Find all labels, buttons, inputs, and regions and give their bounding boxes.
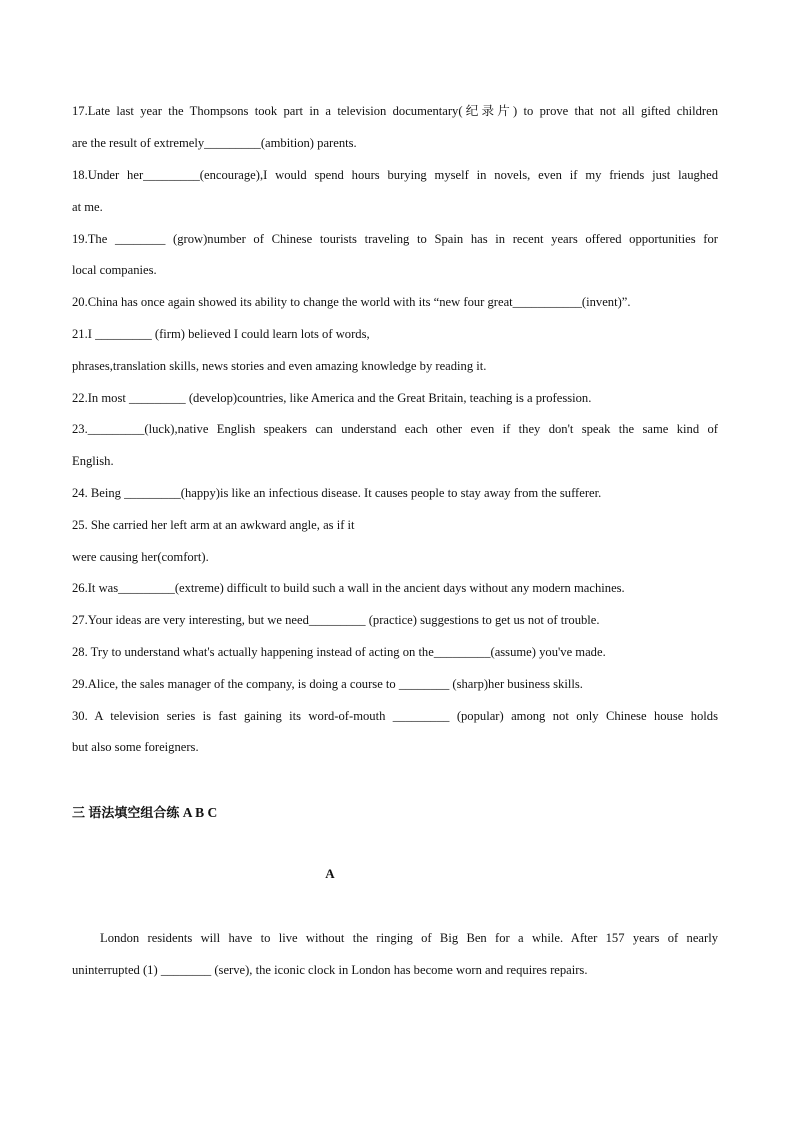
- exercise-30-line-1: 30. A television series is fast gaining its word-of-mouth _________ (popular) among not only Chinese house holds: [72, 709, 718, 723]
- exercise-25-line-2: were causing her(comfort).: [72, 550, 209, 564]
- section-title: 语法填空组合练: [88, 806, 180, 821]
- exercise-22-line-1: 22.In most _________ (develop)countries, like America and the Great Britain, teaching is a profession.: [72, 391, 592, 405]
- section-number: 三: [72, 806, 86, 821]
- passage-line-1: London residents will have to live without the ringing of Big Ben for a while. After 157 years of nearly: [100, 931, 718, 945]
- exercise-21-line-1: 21.I _________ (firm) believed I could learn lots of words,: [72, 327, 370, 341]
- exercise-18-line-1: 18.Under her_________(encourage),I would spend hours burying myself in novels, even if my friends just laughed: [72, 168, 718, 182]
- section-heading: [72, 802, 217, 821]
- exercise-23-line-1: 23._________(luck),native English speakers can understand each other even if they don't speak the same kind of: [72, 422, 718, 436]
- exercise-17-line-2: are the result of extremely_________(ambition) parents.: [72, 136, 357, 150]
- exercise-19-line-1: 19.The ________ (grow)number of Chinese tourists traveling to Spain has in recent years offered opportunities for: [72, 232, 718, 246]
- passage-label: A: [325, 866, 335, 881]
- exercise-26-line-1: 26.It was_________(extreme) difficult to build such a wall in the ancient days without any modern machines.: [72, 581, 625, 595]
- passage-line-2: uninterrupted (1) ________ (serve), the iconic clock in London has become worn and requires repairs.: [72, 963, 588, 977]
- section-suffix: A B C: [182, 805, 218, 820]
- exercise-19-line-2: local companies.: [72, 263, 157, 277]
- exercise-18-line-2: at me.: [72, 200, 103, 214]
- exercise-25-line-1: 25. She carried her left arm at an awkward angle, as if it: [72, 518, 355, 532]
- exercise-29-line-1: 29.Alice, the sales manager of the company, is doing a course to ________ (sharp)her business skills.: [72, 677, 583, 691]
- exercise-30-line-2: but also some foreigners.: [72, 740, 199, 754]
- exercise-20-line-1: 20.China has once again showed its ability to change the world with its “new four great___________(invent)”.: [72, 295, 631, 309]
- exercise-27-line-1: 27.Your ideas are very interesting, but we need_________ (practice) suggestions to get us not of trouble.: [72, 613, 600, 627]
- exercise-24-line-1: 24. Being _________(happy)is like an infectious disease. It causes people to stay away from the sufferer.: [72, 486, 602, 500]
- exercise-17-line-1: 17.Late last year the Thompsons took part in a television documentary(纪录片) to prove that not all gifted children: [72, 104, 718, 118]
- exercise-21-line-2: phrases,translation skills, news stories and even amazing knowledge by reading it.: [72, 359, 487, 373]
- exercise-23-line-2: English.: [72, 454, 114, 468]
- exercise-28-line-1: 28. Try to understand what's actually happening instead of acting on the_________(assume) you've made.: [72, 645, 606, 659]
